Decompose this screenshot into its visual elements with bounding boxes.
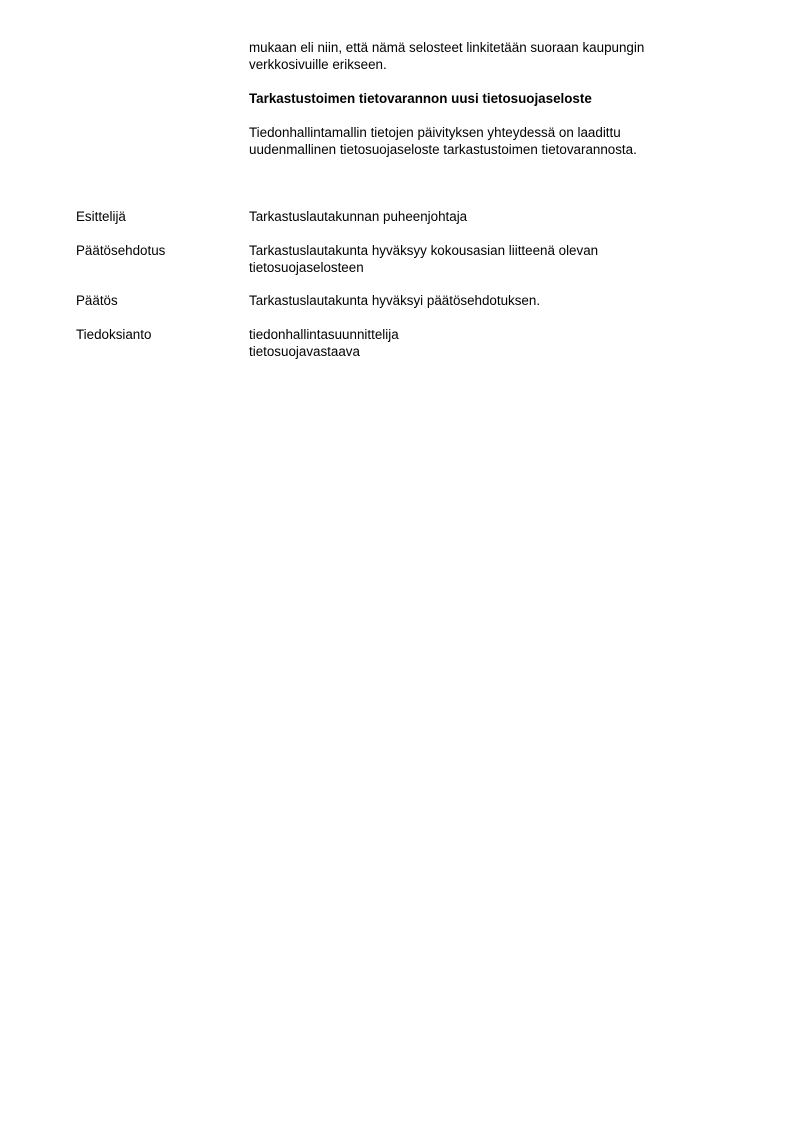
description-text xyxy=(249,124,719,158)
field-value-esittelija xyxy=(249,208,719,225)
description-line-2: uudenmallinen tietosuojaseloste tarkastustoimen tietovarannosta. xyxy=(249,142,637,157)
field-value-tiedoksianto xyxy=(249,326,719,360)
field-label-paatosehdotus: Päätösehdotus xyxy=(76,243,166,258)
description-line-1: Tiedonhallintamallin tietojen päivityksen yhteydessä on laadittu xyxy=(249,125,621,140)
field-value-tiedoksianto-line-2: tietosuojavastaava xyxy=(249,344,360,359)
section-heading-block xyxy=(249,90,719,107)
field-value-esittelija-line-1: Tarkastuslautakunnan puheenjohtaja xyxy=(249,209,468,224)
field-value-paatosehdotus xyxy=(249,242,719,276)
field-label-esittelija: Esittelijä xyxy=(76,209,126,224)
field-label-paatos: Päätös xyxy=(76,293,118,308)
intro-text xyxy=(249,39,719,73)
intro-line-2: verkkosivuille erikseen. xyxy=(249,57,387,72)
field-value-paatos xyxy=(249,292,719,309)
field-value-paatosehdotus-line-2: tietosuojaselosteen xyxy=(249,260,364,275)
field-value-tiedoksianto-line-1: tiedonhallintasuunnittelija xyxy=(249,327,399,342)
intro-line-1: mukaan eli niin, että nämä selosteet linkitetään suoraan kaupungin xyxy=(249,40,645,55)
field-value-paatos-line-1: Tarkastuslautakunta hyväksyi päätösehdotuksen. xyxy=(249,293,541,308)
field-value-paatosehdotus-line-1: Tarkastuslautakunta hyväksyy kokousasian liitteenä olevan xyxy=(249,243,599,258)
section-heading: Tarkastustoimen tietovarannon uusi tietosuojaseloste xyxy=(249,91,592,106)
intro-paragraph xyxy=(249,39,719,73)
description-paragraph xyxy=(249,124,719,158)
field-label-tiedoksianto: Tiedoksianto xyxy=(76,327,152,342)
